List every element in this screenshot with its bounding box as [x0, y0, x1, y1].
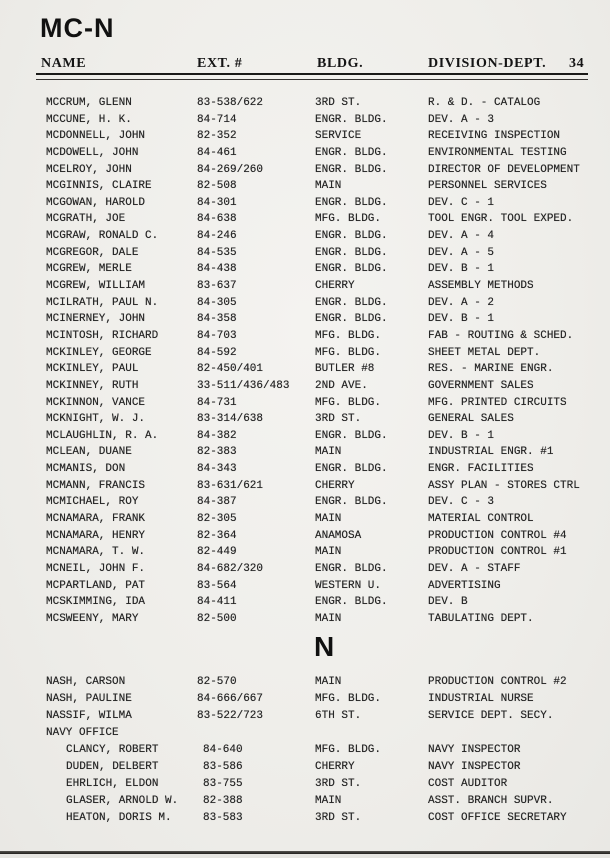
entry-dept: DEV. B - 1 [428, 313, 495, 326]
table-row [0, 329, 610, 346]
entry-bldg: ENGR. BLDG. [315, 463, 388, 476]
entry-dept: INDUSTRIAL ENGR. #1 [428, 446, 554, 459]
entry-name: MCSWEENY, MARY [46, 612, 139, 625]
entry-bldg: ENGR. BLDG. [315, 496, 388, 509]
entry-dept: R. & D. - CATALOG [428, 97, 541, 109]
entry-ext: 84-301 [197, 196, 237, 209]
entry-bldg: MAIN [315, 612, 342, 625]
entry-dept: RES. - MARINE ENGR. [428, 363, 554, 376]
entry-bldg: MFG. BLDG. [315, 213, 382, 226]
entry-name: MCMICHAEL, ROY [46, 496, 139, 509]
table-row [0, 163, 610, 180]
entry-name: MCKINNON, VANCE [46, 396, 146, 409]
header-rule [36, 73, 588, 80]
entry-dept: SERVICE DEPT. SECY. [428, 710, 554, 722]
table-row [0, 479, 610, 496]
entry-dept: DEV. C - 3 [428, 496, 495, 509]
entry-ext: 82-450/401 [197, 363, 264, 376]
entry-name: MCMANN, FRANCIS [46, 479, 146, 492]
entry-dept: COST OFFICE SECRETARY [428, 812, 567, 824]
entry-bldg: MAIN [315, 180, 342, 193]
table-row [0, 811, 610, 828]
entry-dept: DEV. A - 2 [428, 296, 495, 309]
entry-name: MCELROY, JOHN [46, 163, 132, 176]
table-row [0, 562, 610, 579]
entry-dept: ASST. BRANCH SUPVR. [428, 795, 554, 807]
entry-bldg: MAIN [315, 676, 342, 688]
entry-bldg: ENGR. BLDG. [315, 296, 388, 309]
entry-bldg: ENGR. BLDG. [315, 230, 388, 243]
entry-ext: 84-411 [197, 596, 237, 609]
entry-dept: RECEIVING INSPECTION [428, 130, 561, 143]
entry-name: MCGREGOR, DALE [46, 246, 139, 259]
entry-dept: INDUSTRIAL NURSE [428, 693, 534, 705]
entry-ext: 84-731 [197, 396, 237, 409]
entry-ext: 84-666/667 [197, 693, 264, 705]
entry-ext: 83-637 [197, 280, 237, 293]
page-title: MC-N [40, 13, 115, 43]
entry-dept: DIRECTOR OF DEVELOPMENT [428, 163, 580, 176]
entry-ext: 84-640 [203, 744, 243, 756]
entry-bldg: 6TH ST. [315, 710, 362, 722]
entry-bldg: MAIN [315, 795, 342, 807]
entry-dept: GOVERNMENT SALES [428, 379, 534, 392]
table-row [0, 146, 610, 163]
table-row [0, 512, 610, 529]
entry-bldg: MAIN [315, 446, 342, 459]
entry-ext: 84-382 [197, 429, 237, 442]
table-row [0, 579, 610, 596]
entry-bldg: MAIN [315, 513, 342, 526]
entry-ext: 84-461 [197, 146, 237, 159]
table-row [0, 495, 610, 512]
table-row [0, 96, 610, 113]
entry-name: MCGRATH, JOE [46, 213, 126, 226]
entry-bldg: ENGR. BLDG. [315, 596, 388, 609]
entry-ext: 84-387 [197, 496, 237, 509]
entry-name: MCNAMARA, T. W. [46, 546, 146, 559]
table-row [0, 396, 610, 413]
page-number: 34 [569, 56, 585, 71]
entry-dept: ADVERTISING [428, 579, 501, 592]
entry-name: MCSKIMMING, IDA [46, 596, 146, 609]
entry-ext: 84-592 [197, 346, 237, 359]
table-row [0, 346, 610, 363]
entry-name: MCCRUM, GLENN [46, 97, 132, 109]
entry-bldg: ENGR. BLDG. [315, 562, 388, 575]
entry-bldg: CHERRY [315, 761, 355, 773]
entry-dept: MFG. PRINTED CIRCUITS [428, 396, 567, 409]
entry-dept: MATERIAL CONTROL [428, 513, 534, 526]
table-row [0, 743, 610, 760]
entry-name: MCLEAN, DUANE [46, 446, 132, 459]
table-row [0, 179, 610, 196]
table-row [0, 262, 610, 279]
entry-ext: 82-388 [203, 795, 243, 807]
entry-ext: 82-383 [197, 446, 237, 459]
entry-ext: 82-449 [197, 546, 237, 559]
entry-dept: DEV. B - 1 [428, 263, 495, 276]
entry-ext: 84-535 [197, 246, 237, 259]
entry-bldg: ENGR. BLDG. [315, 246, 388, 259]
entry-dept: ENVIRONMENTAL TESTING [428, 146, 567, 159]
entry-dept: PRODUCTION CONTROL #2 [428, 676, 567, 688]
table-row [0, 296, 610, 313]
entry-dept: ENGR. FACILITIES [428, 463, 534, 476]
entry-bldg: WESTERN U. [315, 579, 382, 592]
entry-dept: DEV. A - 3 [428, 113, 495, 126]
scan-bottom-margin [0, 854, 610, 858]
entry-name: HEATON, DORIS M. [66, 812, 172, 824]
entry-name: MCNEIL, JOHN F. [46, 562, 146, 575]
entry-name: EHRLICH, ELDON [66, 778, 159, 790]
entry-name: MCGREW, WILLIAM [46, 280, 146, 293]
table-row [0, 462, 610, 479]
column-header-name: NAME [41, 56, 87, 71]
entry-name: MCNAMARA, HENRY [46, 529, 146, 542]
entry-ext: 82-352 [197, 130, 237, 143]
entry-name: MCGRAW, RONALD C. [46, 230, 159, 243]
n-section-rows [0, 675, 610, 828]
table-row [0, 412, 610, 429]
entry-bldg: ENGR. BLDG. [315, 113, 388, 126]
table-row [0, 129, 610, 146]
entry-bldg: 2ND AVE. [315, 379, 368, 392]
entry-name: MCMANIS, DON [46, 463, 126, 476]
entry-ext: 83-314/638 [197, 413, 264, 426]
entry-name: MCKINLEY, GEORGE [46, 346, 152, 359]
mc-section-rows [0, 96, 610, 629]
column-header-bldg: BLDG. [317, 56, 364, 71]
entry-dept: ASSY PLAN - STORES CTRL [428, 479, 580, 492]
entry-bldg: 3RD ST. [315, 97, 362, 109]
entry-bldg: 3RD ST. [315, 778, 362, 790]
entry-dept: DEV. A - STAFF [428, 562, 521, 575]
entry-ext: 83-564 [197, 579, 237, 592]
entry-name: MCGREW, MERLE [46, 263, 132, 276]
table-row [0, 196, 610, 213]
entry-name: MCLAUGHLIN, R. A. [46, 429, 159, 442]
entry-bldg: 3RD ST. [315, 413, 362, 426]
entry-ext: 84-638 [197, 213, 237, 226]
table-row [0, 229, 610, 246]
entry-ext: 84-269/260 [197, 163, 264, 176]
entry-dept: DEV. C - 1 [428, 196, 495, 209]
entry-ext: 84-343 [197, 463, 237, 476]
entry-name: GLASER, ARNOLD W. [66, 795, 179, 807]
table-row [0, 113, 610, 130]
entry-ext: 82-364 [197, 529, 237, 542]
entry-dept: GENERAL SALES [428, 413, 514, 426]
entry-dept: DEV. A - 4 [428, 230, 495, 243]
entry-bldg: 3RD ST. [315, 812, 362, 824]
table-row [0, 612, 610, 629]
entry-name: MCNAMARA, FRANK [46, 513, 146, 526]
entry-dept: SHEET METAL DEPT. [428, 346, 541, 359]
entry-name: NAVY OFFICE [46, 727, 119, 739]
entry-bldg: MFG. BLDG. [315, 744, 382, 756]
entry-name: CLANCY, ROBERT [66, 744, 159, 756]
entry-name: MCKINNEY, RUTH [46, 379, 139, 392]
table-row [0, 529, 610, 546]
entry-dept: FAB - ROUTING & SCHED. [428, 329, 574, 342]
entry-name: MCDOWELL, JOHN [46, 146, 139, 159]
table-row [0, 777, 610, 794]
entry-ext: 83-522/723 [197, 710, 264, 722]
entry-dept: PERSONNEL SERVICES [428, 180, 547, 193]
entry-name: MCGOWAN, HAROLD [46, 196, 146, 209]
entry-bldg: MFG. BLDG. [315, 396, 382, 409]
entry-bldg: ANAMOSA [315, 529, 362, 542]
entry-ext: 83-586 [203, 761, 243, 773]
column-header-ext: EXT. # [197, 56, 243, 71]
table-row [0, 362, 610, 379]
entry-ext: 84-305 [197, 296, 237, 309]
entry-bldg: ENGR. BLDG. [315, 429, 388, 442]
table-row [0, 429, 610, 446]
entry-bldg: CHERRY [315, 479, 355, 492]
column-header-division-dept: DIVISION-DEPT. [428, 56, 547, 71]
entry-bldg: MFG. BLDG. [315, 693, 382, 705]
table-row [0, 445, 610, 462]
entry-name: NASH, PAULINE [46, 693, 132, 705]
table-row [0, 212, 610, 229]
entry-name: MCKINLEY, PAUL [46, 363, 139, 376]
entry-ext: 82-508 [197, 180, 237, 193]
entry-name: MCINERNEY, JOHN [46, 313, 146, 326]
table-row [0, 246, 610, 263]
entry-ext: 84-358 [197, 313, 237, 326]
entry-ext: 83-583 [203, 812, 243, 824]
table-row [0, 760, 610, 777]
entry-name: NASSIF, WILMA [46, 710, 132, 722]
entry-name: DUDEN, DELBERT [66, 761, 159, 773]
entry-bldg: ENGR. BLDG. [315, 163, 388, 176]
entry-dept: DEV. A - 5 [428, 246, 495, 259]
table-row [0, 675, 610, 692]
table-row [0, 726, 610, 743]
entry-ext: 83-755 [203, 778, 243, 790]
entry-bldg: CHERRY [315, 280, 355, 293]
entry-dept: PRODUCTION CONTROL #1 [428, 546, 567, 559]
entry-dept: NAVY INSPECTOR [428, 744, 521, 756]
entry-bldg: MAIN [315, 546, 342, 559]
entry-ext: 83-631/621 [197, 479, 264, 492]
entry-bldg: ENGR. BLDG. [315, 196, 388, 209]
entry-dept: COST AUDITOR [428, 778, 508, 790]
entry-ext: 84-682/320 [197, 562, 264, 575]
entry-dept: ASSEMBLY METHODS [428, 280, 534, 293]
table-row [0, 379, 610, 396]
table-row [0, 794, 610, 811]
entry-ext: 83-538/622 [197, 97, 264, 109]
entry-bldg: BUTLER #8 [315, 363, 375, 376]
entry-dept: TOOL ENGR. TOOL EXPED. [428, 213, 574, 226]
entry-ext: 82-500 [197, 612, 237, 625]
entry-bldg: MFG. BLDG. [315, 329, 382, 342]
table-row [0, 595, 610, 612]
entry-bldg: ENGR. BLDG. [315, 313, 388, 326]
entry-ext: 84-703 [197, 329, 237, 342]
entry-dept: DEV. B [428, 596, 468, 609]
entry-name: MCINTOSH, RICHARD [46, 329, 159, 342]
section-heading-n: N [314, 631, 335, 662]
entry-name: MCGINNIS, CLAIRE [46, 180, 152, 193]
entry-name: MCCUNE, H. K. [46, 113, 132, 126]
table-row [0, 545, 610, 562]
entry-ext: 84-438 [197, 263, 237, 276]
entry-ext: 84-246 [197, 230, 237, 243]
entry-name: MCPARTLAND, PAT [46, 579, 146, 592]
entry-name: MCILRATH, PAUL N. [46, 296, 159, 309]
entry-name: MCDONNELL, JOHN [46, 130, 146, 143]
entry-bldg: SERVICE [315, 130, 362, 143]
entry-dept: DEV. B - 1 [428, 429, 495, 442]
column-header-row [0, 56, 610, 72]
entry-ext: 82-305 [197, 513, 237, 526]
entry-bldg: MFG. BLDG. [315, 346, 382, 359]
entry-dept: NAVY INSPECTOR [428, 761, 521, 773]
table-row [0, 692, 610, 709]
entry-ext: 82-570 [197, 676, 237, 688]
table-row [0, 312, 610, 329]
entry-name: MCKNIGHT, W. J. [46, 413, 146, 426]
entry-ext: 84-714 [197, 113, 237, 126]
entry-bldg: ENGR. BLDG. [315, 263, 388, 276]
table-row [0, 279, 610, 296]
entry-name: NASH, CARSON [46, 676, 126, 688]
entry-bldg: ENGR. BLDG. [315, 146, 388, 159]
entry-ext: 33-511/436/483 [197, 379, 290, 392]
entry-dept: PRODUCTION CONTROL #4 [428, 529, 567, 542]
entry-dept: TABULATING DEPT. [428, 612, 534, 625]
table-row [0, 709, 610, 726]
